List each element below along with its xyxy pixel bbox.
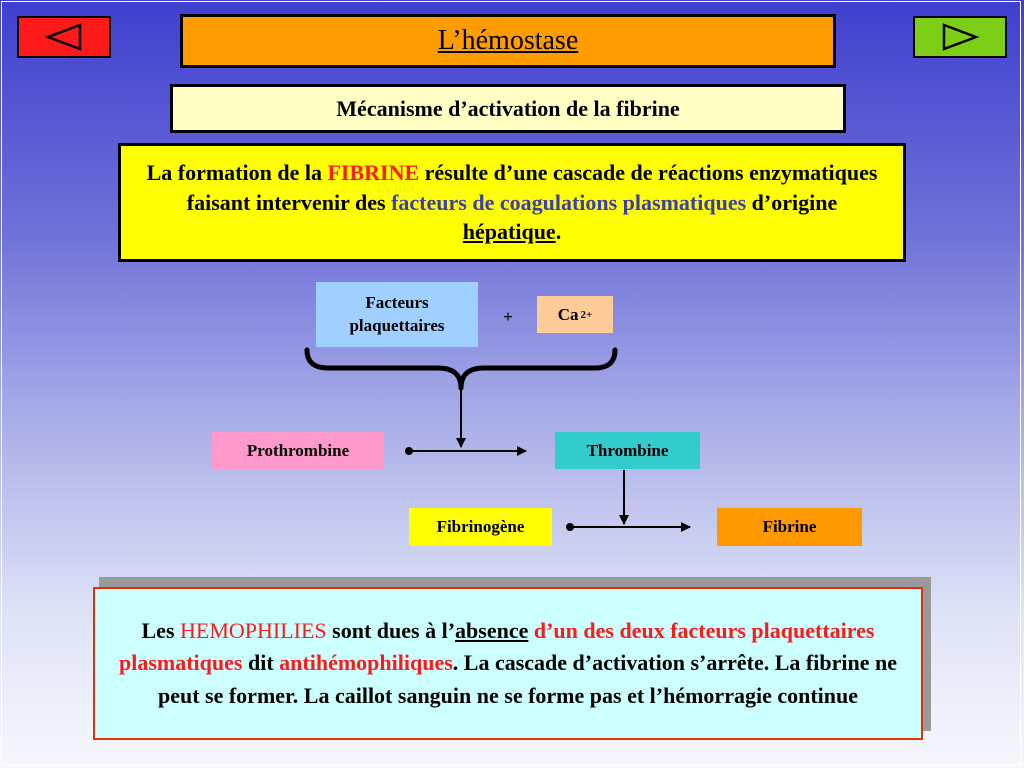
hemophilies-text-part: . La cascade d’activation s’arrête. La fibrine ne peut se former. La caillot sanguin ne se forme pas et l’hémorragie continue (157, 650, 897, 708)
plus-sign: + (503, 307, 513, 326)
reaction-dot-1 (405, 447, 413, 455)
fibrine-highlight: FIBRINE (327, 159, 420, 185)
hemophilies-text (107, 615, 909, 713)
calcium-label: Ca (557, 304, 579, 324)
intro-text-part: La formation de la (146, 159, 328, 185)
triangle-right-icon (940, 22, 980, 52)
thrombine-box: Thrombine (555, 432, 700, 469)
intro-text-part: . (555, 219, 562, 245)
subtitle: Mécanisme d’activation de la fibrine (336, 95, 680, 121)
fibrine-box: Fibrine (717, 508, 862, 546)
hemophilies-text-part: sont dues à l’ (326, 617, 456, 643)
facteurs-plaquettaires-box (316, 282, 478, 347)
facteurs-label-line1: Facteurs (365, 292, 429, 312)
antihemophiliques-highlight: antihémophiliques (279, 650, 453, 676)
triangle-left-icon (44, 22, 84, 52)
brace-connector (307, 350, 615, 388)
hepatique-highlight: hépatique (462, 219, 556, 245)
calcium-charge: 2+ (580, 308, 593, 321)
absence-highlight: absence (455, 617, 529, 643)
intro-box (118, 143, 906, 262)
facteurs-highlight: facteurs de coagulations plasmatiques (391, 189, 747, 215)
prothrombine-box: Prothrombine (212, 432, 384, 469)
intro-text (137, 158, 887, 248)
hemophilies-text-part: Les (141, 617, 180, 643)
calcium-box (537, 296, 613, 333)
facteurs-label-line2: plaquettaires (349, 315, 445, 335)
fibrinogene-box: Fibrinogène (409, 508, 552, 546)
facteurs-plasmatiques-highlight: d’un des deux facteurs plaquettaires plasmatiques (119, 617, 875, 676)
page-title: L’hémostase (437, 25, 579, 56)
hemophilies-text-part: dit (242, 650, 280, 676)
title-box (180, 14, 836, 68)
hemophilies-highlight: HEMOPHILIES (180, 617, 327, 643)
next-slide-button[interactable] (913, 16, 1007, 58)
hemophilies-box (93, 587, 923, 740)
previous-slide-button[interactable] (17, 16, 111, 58)
intro-text-part: résulte d’une cascade de réactions enzymatiques faisant intervenir des (186, 159, 878, 215)
subtitle-box (170, 84, 846, 133)
intro-text-part: d’origine (746, 189, 838, 215)
reaction-dot-2 (566, 523, 574, 531)
